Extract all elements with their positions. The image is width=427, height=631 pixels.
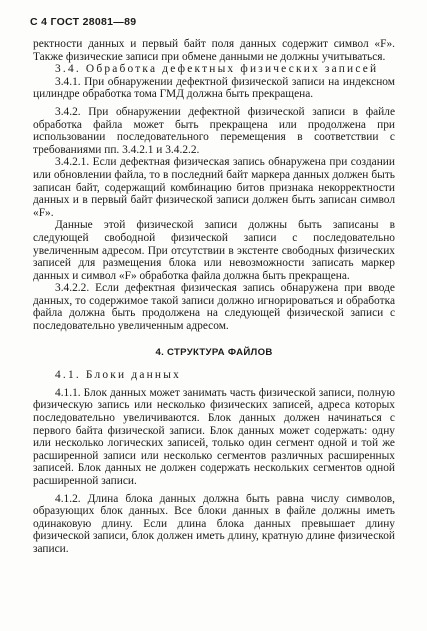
paragraph-3-4-2-1: 3.4.2.1. Если дефектная физическая запись обнаружена при создании или обновлении файла, то в последний байт маркера данных должен быть записан байт, содержащий комбинацию битов признака некорректности данных и в первый байт физической записи должен быть записан символ «F». <box>33 156 395 219</box>
standard-designation: ГОСТ 28081—89 <box>50 16 137 28</box>
subsection-heading-3-4: 3.4. Обработка дефектных физических записей <box>55 63 379 76</box>
paragraph-3-4-2: 3.4.2. При обнаружении дефектной физической записи в файле обработка файла может быть прекращена или продолжена при использовании последовательного перемещения в соответствии с требованиями пп. 3.4.2.1 и 3.4.2.2. <box>33 105 395 156</box>
paragraph-4-1-2: 4.1.2. Длина блока данных должна быть равна числу символов, образующих блок данных. Все блоки данных в файле должны иметь одинаковую длину. Если длина блока данных превышает длину физической записи, блок должен иметь длину, кратную длине физической записи. <box>33 492 395 555</box>
paragraph-4-1-1: 4.1.1. Блок данных может занимать часть физической записи, полную физическую запись или несколько физических записей, адреса которых последовательно увеличиваются. Блок данных должен начинаться с первого байта физической записи. Блок данных может содержать: одну или несколько логических записей, только один сегмент одной и той же расширенной записи или несколько сегментов различных расширенных записей. Блок данных не должен содержать нескольких сегментов одной расширенной записи. <box>33 386 395 487</box>
paragraph-3-4-2-1-continued: Данные этой физической записи должны быть записаны в следующей свободной физической записи с последовательно увеличенным адресом. При отсутствии в экстенте свободных физических записей для размещения блока или невозможности записать маркер данных и символ «F» обработка файла должна быть прекращена. <box>33 219 395 282</box>
paragraph-continuation: ректности данных и первый байт поля данных содержит символ «F». Также физические записи при обмене данными не должны учитываться. <box>33 38 395 63</box>
subsection-heading-4-1: 4.1. Блоки данных <box>55 369 181 382</box>
page-number: С 4 <box>30 16 48 28</box>
body-text <box>33 38 395 556</box>
paragraph-3-4-2-2: 3.4.2.2. Если дефектная физическая запись обнаружена при вводе данных, то содержимое такой записи должно игнорироваться и обработка файла должна быть продолжена на следующей физической записи с последовательно увеличенным адресом. <box>33 282 395 333</box>
page-header <box>30 16 136 28</box>
paragraph-3-4-1: 3.4.1. При обнаружении дефектной физической записи на индексном цилиндре обработка тома ГМД должна быть прекращена. <box>33 75 395 101</box>
section-title: 4. СТРУКТУРА ФАЙЛОВ <box>155 346 273 358</box>
